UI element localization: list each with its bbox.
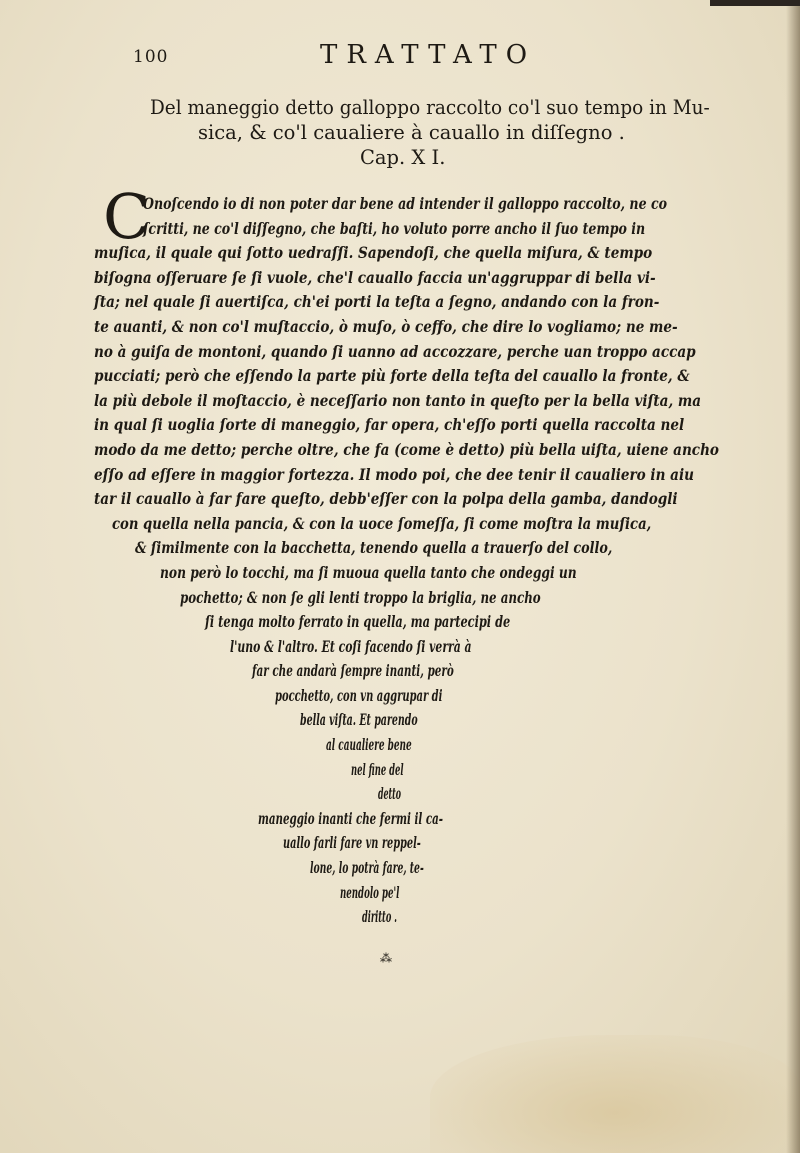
chapter-title xyxy=(150,95,710,170)
text-line: muſica, il quale qui ſotto uedraſſi. Sapendoſi, che quella miſura, & tempo xyxy=(94,243,653,263)
text-line: modo da me detto; perche oltre, che fa (come è detto) più bella uiſta, uiene ancho xyxy=(94,439,719,459)
text-line: non però lo tocchi, ma ſi muoua quella tanto che ondeggi un xyxy=(160,562,577,582)
text-line: ſi tenga molto ferrato in quella, ma partecipi de xyxy=(205,612,511,632)
text-line: te auanti, & non co'l muſtaccio, ò muſo, ò ceffo, che dire lo vogliamo; ne me- xyxy=(94,316,678,336)
text-line: nel fine del xyxy=(351,759,404,779)
ornament-mark: ⁂ xyxy=(380,951,394,965)
text-line: lone, lo potrà fare, te- xyxy=(310,858,424,878)
water-stain xyxy=(430,1035,800,1153)
text-line: bella viſta. Et parendo xyxy=(300,710,418,730)
text-line: pochetto; & non ſe gli lenti troppo la briglia, ne ancho xyxy=(180,587,541,607)
text-line: ſcritti, ne co'l diſſegno, che baſti, ho voluto porre ancho il ſuo tempo in xyxy=(143,218,646,238)
text-line: in qual ſi uoglia ſorte di maneggio, far opera, ch'eſſo porti quella raccolta nel xyxy=(94,415,685,435)
text-line: maneggio inanti che fermi il ca- xyxy=(258,808,444,828)
text-line: al caualiere bene xyxy=(326,735,412,755)
text-line: biſogna oſſeruare ſe ſi vuole, che'l cauallo faccia un'aggruppar di bella vi- xyxy=(94,267,656,287)
text-line: Onoſcendo io di non poter dar bene ad intender il galloppo raccolto, ne co xyxy=(143,194,668,213)
text-line: con quella nella pancia, & con la uoce ſomeſſa, ſi come moſtra la muſica, xyxy=(112,513,652,533)
chapter-number: Cap. X I. xyxy=(360,146,446,169)
chapter-title-line-1: Del maneggio detto galloppo raccolto co'l suo tempo in Mu- xyxy=(150,96,710,119)
text-line: far che andarà ſempre inanti, però xyxy=(252,661,454,681)
text-line: detto xyxy=(378,784,402,804)
text-line: pucciati; però che eſſendo la parte più forte della teſta del cauallo la fronte, & xyxy=(94,366,690,386)
chapter-title-line-2: sica, & co'l caualiere à cauallo in diſſegno . xyxy=(198,121,625,144)
body-text xyxy=(0,192,800,930)
text-line: pocchetto, con vn aggrupar di xyxy=(275,685,443,705)
running-head: TRATTATO xyxy=(320,40,537,70)
text-line: nendolo pe'l xyxy=(340,882,400,902)
text-line: diritto . xyxy=(362,907,398,927)
text-line: tar il cauallo à far fare queſto, debb'eſſer con la polpa della gamba, dandogli xyxy=(94,489,678,509)
drop-cap: C xyxy=(103,180,151,253)
text-line: la più debole il moſtaccio, è neceſſario non tanto in queſto per la bella viſta, ma xyxy=(94,390,702,410)
text-line: eſſo ad eſſere in maggior fortezza. Il modo poi, che dee tenir il caualiero in aiu xyxy=(94,464,694,484)
text-line: & ſimilmente con la bacchetta, tenendo quella a trauerſo del collo, xyxy=(135,538,613,558)
text-line: ſta; nel quale ſi auertiſca, ch'ei porti la teſta a ſegno, andando con la fron- xyxy=(94,292,660,312)
page-top-mark xyxy=(710,0,800,6)
page-number: 100 xyxy=(133,47,169,67)
text-line: l'uno & l'altro. Et coſi facendo ſi verrà à xyxy=(230,636,472,656)
text-line: uallo farli fare vn reppel- xyxy=(283,833,421,853)
text-line: no à guiſa de montoni, quando ſi uanno ad accozzare, perche uan troppo accap xyxy=(94,341,696,361)
